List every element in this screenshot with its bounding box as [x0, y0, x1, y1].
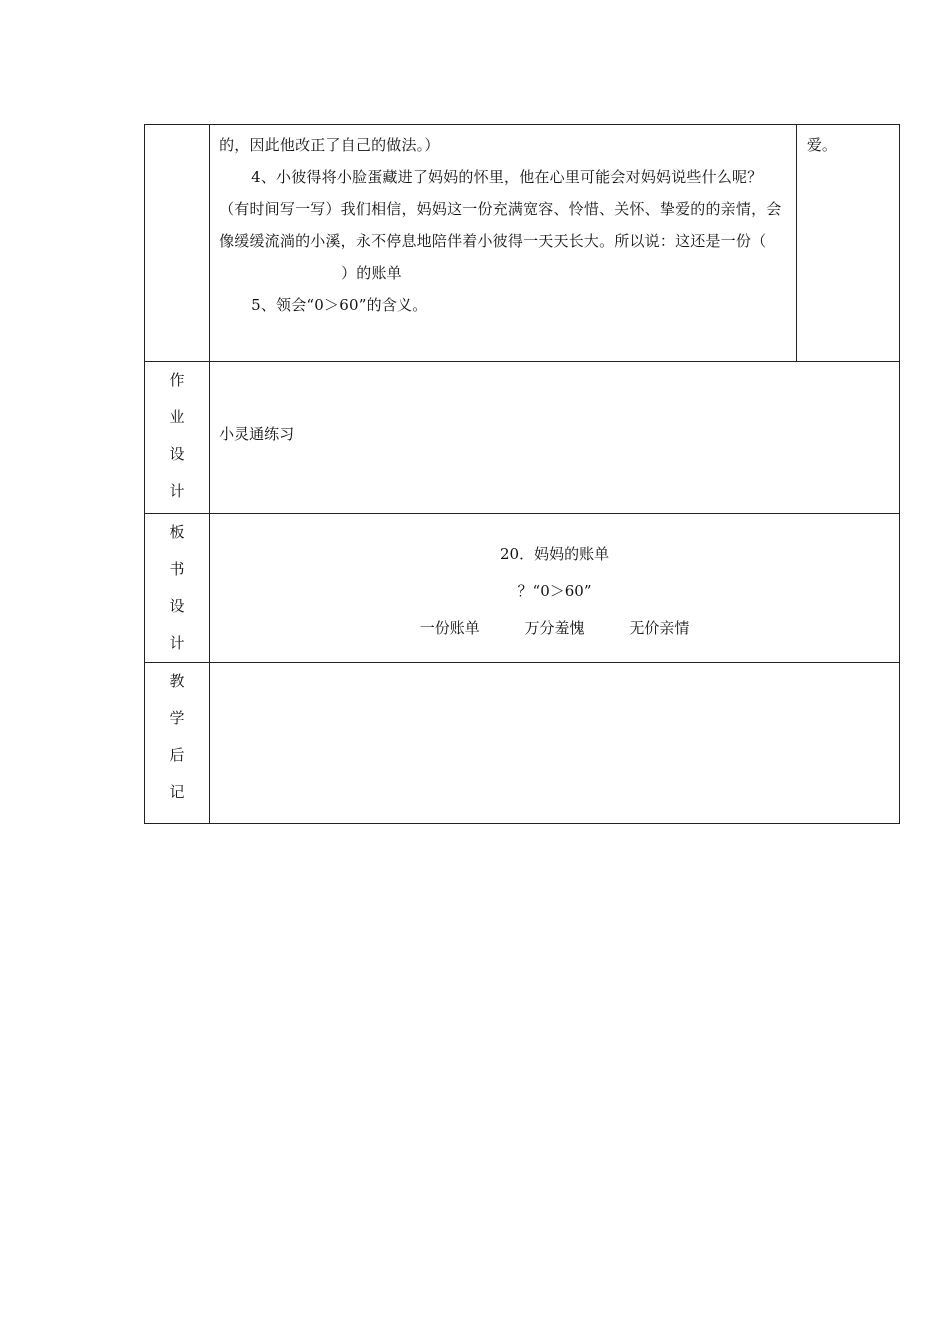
- board-item: 万分羞愧: [524, 619, 585, 637]
- side-note: 爱。: [806, 136, 837, 154]
- label-char: 板: [169, 523, 185, 541]
- board-row: [145, 514, 900, 663]
- homework-content-cell: [210, 362, 900, 514]
- label-char: 作: [169, 371, 185, 389]
- lesson-label-cell: [145, 125, 210, 362]
- board-label: [145, 514, 210, 663]
- homework-label: [145, 362, 210, 514]
- lesson-item-4-end: ）的账单: [341, 264, 402, 282]
- lesson-plan-table: [144, 124, 900, 824]
- label-char: 计: [169, 482, 185, 500]
- board-item: 无价亲情: [629, 619, 690, 637]
- homework-content: 小灵通练习: [219, 425, 295, 443]
- lesson-item-5: 5、领会“0＞60”的含义。: [251, 296, 428, 314]
- lesson-item-4-text: 4、小彼得将小脸蛋藏进了妈妈的怀里，他在心里可能会对妈妈说些什么呢？ （有时间写一写）我们相信，妈妈这一份充满宽容、怜惜、关怀、挚爱的的亲情，会像缓缓流淌的小溪，永不停息地陪伴着小彼得一天天长大。所以说：这还是一份（: [219, 168, 782, 250]
- label-char: 学: [169, 709, 185, 727]
- label-char: 书: [169, 560, 185, 578]
- label-char: 设: [169, 445, 185, 463]
- label-char: 计: [169, 634, 185, 652]
- board-content-cell: [210, 514, 900, 663]
- homework-row: [145, 362, 900, 514]
- label-char: 业: [169, 408, 185, 426]
- board-items: [210, 610, 899, 647]
- lesson-item-4: [219, 161, 788, 289]
- label-char: 记: [169, 783, 185, 801]
- lesson-line-1: 的，因此他改正了自己的做法。）: [219, 136, 440, 154]
- board-subtitle: ？“0＞60”: [517, 582, 592, 600]
- board-item: 一份账单: [419, 619, 480, 637]
- lesson-side-cell: [796, 125, 899, 362]
- label-char: 后: [169, 746, 185, 764]
- notes-label: [145, 663, 210, 824]
- label-char: 教: [169, 672, 185, 690]
- board-title: 20．妈妈的账单: [499, 545, 610, 563]
- notes-content-cell: [210, 663, 900, 824]
- notes-row: [145, 663, 900, 824]
- lesson-content-cell: [210, 125, 797, 362]
- lesson-row: [145, 125, 900, 362]
- label-char: 设: [169, 597, 185, 615]
